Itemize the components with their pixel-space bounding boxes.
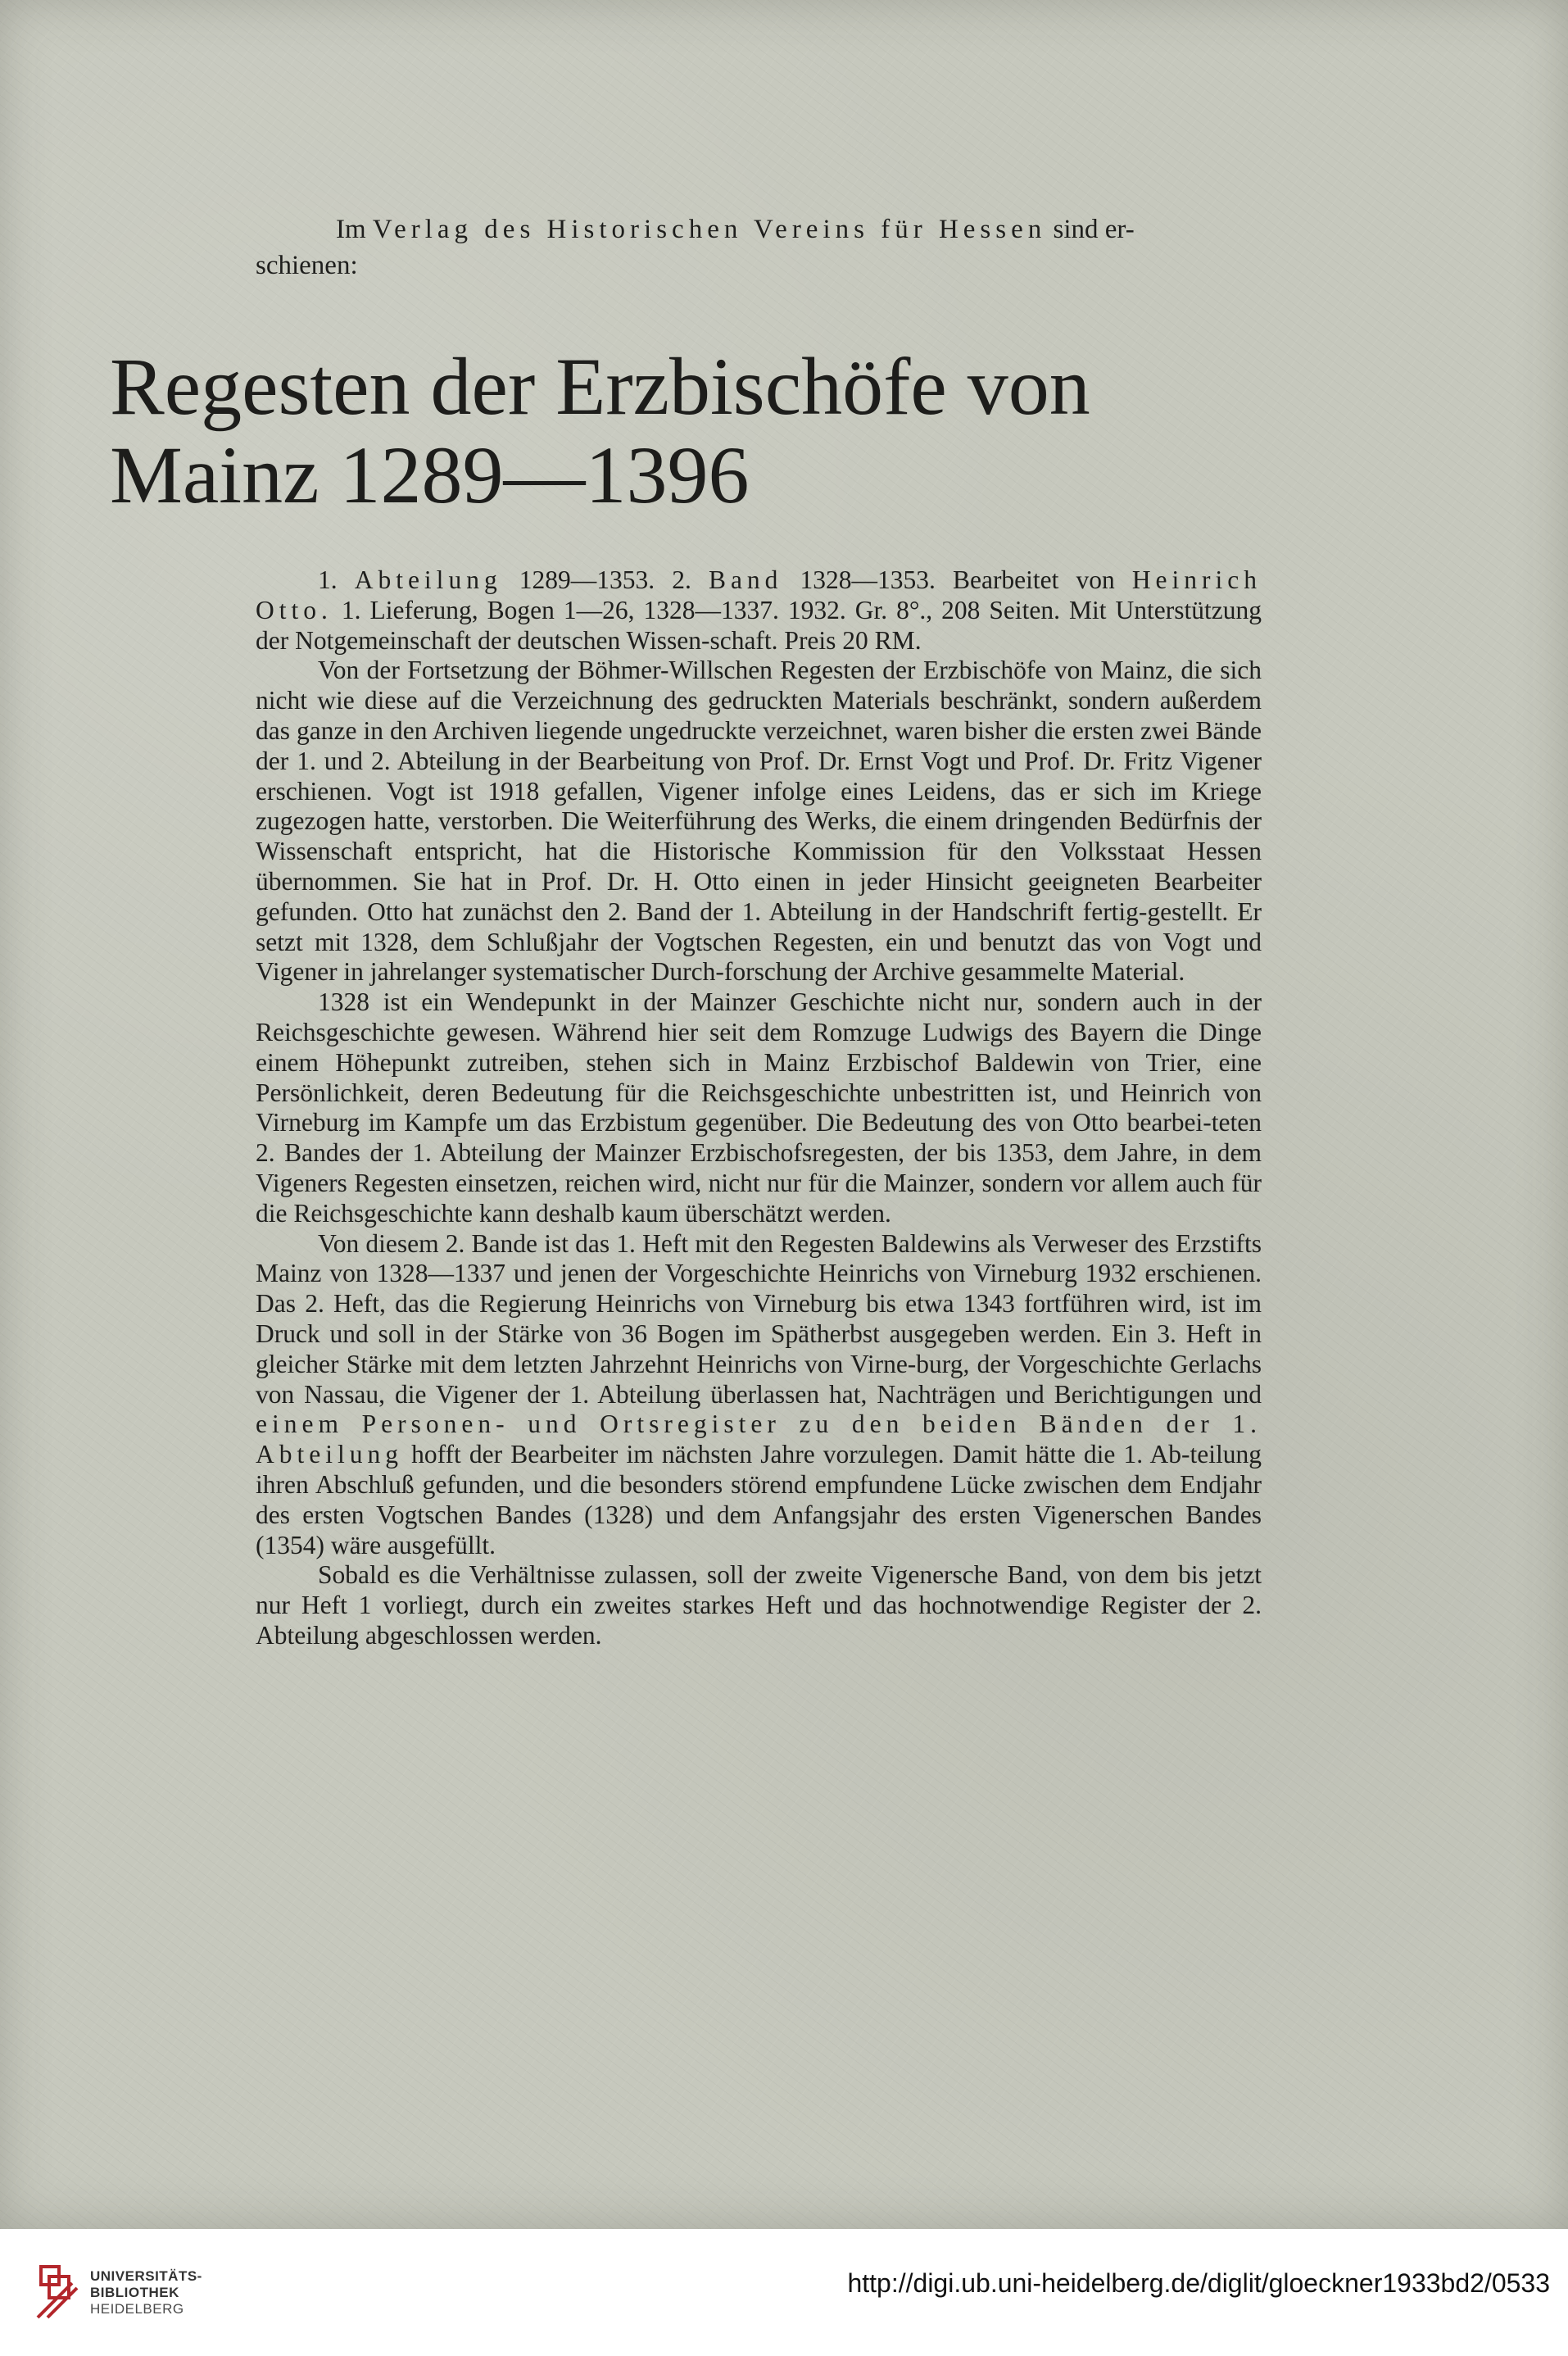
intro-line-1 <box>336 211 1271 247</box>
paragraph-publication-details <box>256 565 1262 656</box>
library-name-line: UNIVERSITÄTS- <box>90 2268 202 2284</box>
library-name <box>90 2268 202 2317</box>
library-logo-icon <box>33 2260 80 2321</box>
permalink-url[interactable]: http://digi.ub.uni-heidelberg.de/diglit/gloeckner1933bd2/0533 <box>847 2268 1550 2298</box>
text-run: hofft der Bearbeiter im nächsten Jahre vorzulegen. Damit hätte die 1. Ab-teilung ihren Abschluß gefunden, und die besonders störend empfundene Lücke zwischen dem Endjahr des ersten Vogtschen Bandes (1328) und dem Anfangsjahr des ersten Vigenerschen Bandes (1354) wäre ausgefüllt. <box>256 1440 1262 1559</box>
paragraph-outlook: Sobald es die Verhältnisse zulassen, soll der zweite Vigenersche Band, von dem bis jetzt nur Heft 1 vorliegt, durch ein zweites starkes Heft und das hochnotwendige Register der 2. Abteilung abgeschlossen werden. <box>256 1560 1262 1650</box>
intro-prefix: Im <box>336 215 366 244</box>
title-line-1: Regesten der Erzbischöfe von <box>110 341 1090 432</box>
text-run: Von diesem 2. Bande ist das 1. Heft mit den Regesten Baldewins als Verweser des Erzstifts Mainz von 1328—1337 und jenen der Vorgeschichte Heinrichs von Virneburg 1932 erschienen. Das 2. Heft, das die Regierung Heinrichs von Virneburg bis etwa 1343 fortführen wird, ist im Druck und soll in der Stärke von 36 Bogen im Spätherbst ausgegeben werden. Ein 3. Heft in gleicher Stärke mit dem letzten Jahrzehnt Heinrichs von Virne-burg, der Vorgeschichte Gerlachs von Nassau, die Vigener der 1. Abteilung überlassen hat, Nachträgen und Berichtigungen und <box>256 1228 1262 1409</box>
spaced-run: Abteilung <box>354 565 502 594</box>
title-line-2: Mainz 1289—1396 <box>110 429 750 520</box>
text-run: 1. Lieferung, Bogen 1—26, 1328—1337. 1932. Gr. 8°., 208 Seiten. Mit Unterstützung der Notgemeinschaft der deutschen Wissen-schaft. Preis 20 RM. <box>256 595 1262 655</box>
intro-line-2: schienen: <box>256 251 358 280</box>
paragraph-volume-status <box>256 1229 1262 1561</box>
paragraph-continuation: Von der Fortsetzung der Böhmer-Willschen Regesten der Erzbischöfe von Mainz, die sich nicht wie diese auf die Verzeichnung des gedruckten Materials beschränkt, sondern außerdem das ganze in den Archiven liegende ungedruckte verzeichnet, waren bisher die ersten zwei Bände der 1. und 2. Abteilung in der Bearbeitung von Prof. Dr. Ernst Vogt und Prof. Dr. Fritz Vigener erschienen. Vogt ist 1918 gefallen, Vigener infolge eines Leidens, das er sich im Kriege zugezogen hatte, verstorben. Die Weiterführung des Werks, die einem dringenden Bedürfnis der Wissenschaft entspricht, hat die Historische Kommission für den Volksstaat Hessen übernommen. Sie hat in Prof. Dr. H. Otto einen in jeder Hinsicht geeigneten Bearbeiter gefunden. Otto hat zunächst den 2. Band der 1. Abteilung in der Handschrift fertig-gestellt. Er setzt mit 1328, dem Schlußjahr der Vogtschen Regesten, ein und benutzt das von Vogt und Vigener in jahrelanger systematischer Durch-forschung der Archive gesammelte Material. <box>256 656 1262 987</box>
publisher-intro <box>256 211 1271 284</box>
spaced-run: einem Personen- und Ortsregister zu den beiden Bänden der 1. Abteilung <box>256 1410 1262 1469</box>
intro-suffix: sind er- <box>1053 215 1135 244</box>
library-name-line: HEIDELBERG <box>90 2301 184 2317</box>
body-text <box>256 565 1262 1651</box>
spaced-run: Band <box>708 565 783 594</box>
text-run: 1. <box>318 565 338 594</box>
publisher-name-spaced: Verlag des Historischen Vereins für Hessen <box>372 215 1047 244</box>
library-name-line: BIBLIOTHEK <box>90 2285 179 2300</box>
paragraph-significance: 1328 ist ein Wendepunkt in der Mainzer Geschichte nicht nur, sondern auch in der Reichsgeschichte gewesen. Während hier seit dem Romzuge Ludwigs des Bayern die Dinge einem Höhepunkt zutreiben, stehen sich in Mainz Erzbischof Baldewin von Trier, eine Persönlichkeit, deren Bedeutung für die Reichsgeschichte unbestritten ist, und Heinrich von Virneburg im Kampfe um das Erzbistum gegenüber. Die Bedeutung des von Otto bearbei-teten 2. Bandes der 1. Abteilung der Mainzer Erzbischofsregesten, der bis 1353, dem Jahre, in dem Vigeners Regesten einsetzen, reichen wird, nicht nur für die Mainzer, sondern vor allem auch für die Reichsgeschichte kann deshalb kaum überschätzt werden. <box>256 987 1262 1228</box>
digital-library-footer <box>0 2229 1568 2356</box>
text-run: 1328—1353. Bearbeitet von <box>800 565 1115 594</box>
book-title <box>110 343 1339 520</box>
text-run: 1289—1353. 2. <box>519 565 691 594</box>
editor-name-spaced: Heinrich Otto. <box>256 565 1262 624</box>
